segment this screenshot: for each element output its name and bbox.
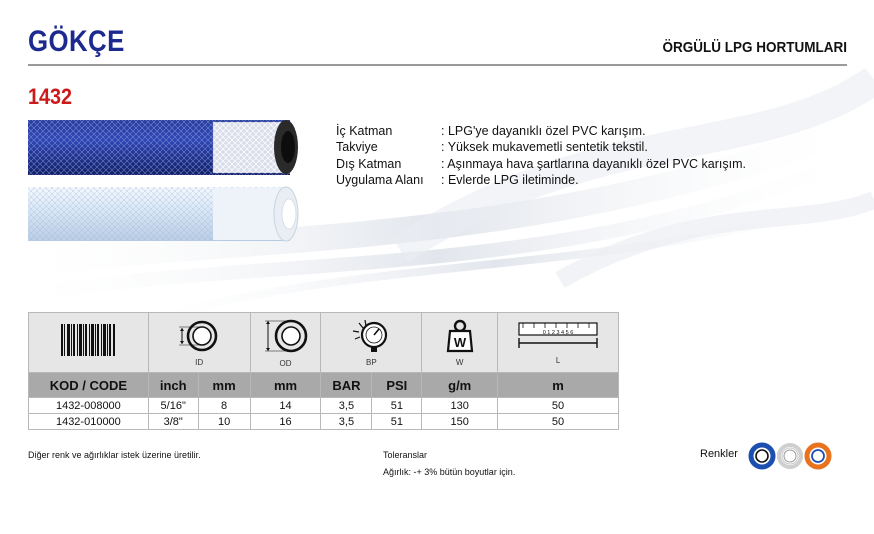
spec-label: Dış Katman: [336, 156, 402, 171]
product-spec-table: [28, 312, 619, 430]
spec-value: : Yüksek mukavemetli sentetik tekstil.: [441, 140, 648, 155]
l-caption: L: [555, 355, 561, 365]
swatch-blue: [751, 445, 773, 467]
table-row: [29, 414, 619, 430]
barcode-cell: [29, 313, 149, 373]
col-header-id-mm: mm: [198, 373, 250, 398]
od-icon-cell: [250, 313, 321, 373]
cell-weight: 150: [422, 414, 498, 430]
tolerances-line: Ağırlık: -+ 3% bütün boyutlar için.: [383, 467, 516, 477]
col-header-length: m: [498, 373, 619, 398]
col-header-code: KOD / CODE: [29, 373, 149, 398]
cell-bar: 3,5: [321, 414, 372, 430]
production-note: Diğer renk ve ağırlıklar istek üzerine üretilir.: [28, 450, 201, 460]
col-header-weight: g/m: [422, 373, 498, 398]
spec-label: Takviye: [336, 140, 378, 155]
cell-weight: 130: [422, 398, 498, 414]
bp-caption: BP: [366, 357, 377, 367]
hose-product-image: [28, 116, 308, 246]
cell-inch: 3/8": [148, 414, 198, 430]
spec-list: [336, 123, 746, 188]
header-divider: [28, 64, 847, 66]
swatch-white: [779, 445, 801, 467]
cell-code: 1432-010000: [29, 414, 149, 430]
bp-icon-cell: [321, 313, 422, 373]
id-icon-cell: [148, 313, 250, 373]
spec-value: : Evlerde LPG iletiminde.: [441, 172, 579, 187]
w-icon-cell: [422, 313, 498, 373]
cell-psi: 51: [372, 414, 422, 430]
weight-icon: [446, 319, 474, 353]
cell-bar: 3,5: [321, 398, 372, 414]
brand-logo: GÖKÇE: [28, 25, 125, 58]
ruler-digits: 0 1 2 3 4 5 6: [542, 329, 574, 336]
col-header-psi: PSI: [372, 373, 422, 398]
spec-row: [336, 172, 746, 188]
cell-od-mm: 14: [250, 398, 321, 414]
cell-length: 50: [498, 398, 619, 414]
spec-row: [336, 123, 746, 139]
w-caption: W: [455, 357, 464, 367]
tolerances-title: Toleranslar: [383, 450, 428, 460]
cell-length: 50: [498, 414, 619, 430]
outer-diameter-icon: [261, 318, 311, 354]
cell-inch: 5/16": [148, 398, 198, 414]
barcode-icon: [59, 322, 117, 358]
cell-id-mm: 10: [198, 414, 250, 430]
cell-code: 1432-008000: [29, 398, 149, 414]
col-header-od-mm: mm: [250, 373, 321, 398]
icon-row: [29, 313, 619, 373]
id-caption: ID: [195, 357, 204, 367]
burst-pressure-icon: [349, 319, 393, 353]
od-caption: OD: [279, 358, 292, 368]
inner-diameter-icon: [176, 319, 222, 353]
col-header-inch: inch: [148, 373, 198, 398]
spec-row: [336, 139, 746, 155]
cell-psi: 51: [372, 398, 422, 414]
spec-value: : LPG'ye dayanıklı özel PVC karışım.: [441, 124, 646, 138]
spec-label: Uygulama Alanı: [336, 172, 424, 187]
product-code: 1432: [28, 84, 73, 109]
table-header-row: [29, 373, 619, 398]
table-row: [29, 398, 619, 414]
col-header-bar: BAR: [321, 373, 372, 398]
page-title: ÖRGÜLÜ LPG HORTUMLARI: [662, 39, 847, 56]
color-swatches: [748, 442, 832, 470]
spec-value: : Aşınmaya hava şartlarına dayanıklı özel PVC karışım.: [441, 156, 746, 171]
swatch-orange: [807, 445, 829, 467]
svg-text:W: W: [453, 334, 466, 350]
l-icon-cell: [498, 313, 619, 373]
colors-label: Renkler: [700, 448, 738, 460]
cell-id-mm: 8: [198, 398, 250, 414]
spec-label: İç Katman: [336, 124, 393, 138]
length-ruler-icon: [517, 321, 599, 351]
spec-row: [336, 156, 746, 172]
cell-od-mm: 16: [250, 414, 321, 430]
